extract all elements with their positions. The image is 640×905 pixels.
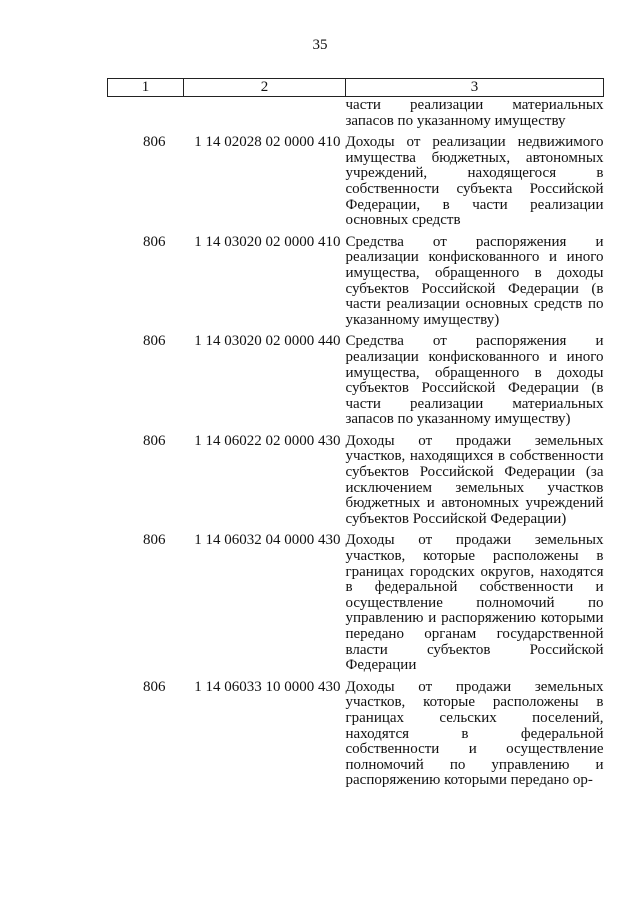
row-budget-code: 1 14 06022 02 0000 430: [194, 432, 341, 449]
row-description: Средства от распоряжения и реализации конфискованного и иного имущества, обращенного в доходы субъектов Российской Федерации (в части реализации основных средств по указанному имуществу): [345, 233, 604, 328]
row-admin-code: 806: [143, 532, 166, 549]
row-budget-code: 1 14 03020 02 0000 440: [194, 333, 341, 350]
table-row: [108, 428, 604, 528]
row-description: Средства от распоряжения и реализации конфискованного и иного имущества, обращенного в доходы субъектов Российской Федерации (в части реализации материальных запасов по указанному имуществу): [345, 333, 604, 428]
row-description: Доходы от продажи земельных участков, которые расположены в границах городских округов, находятся в федеральной собственности и осуществление полномочий по управлению и распоряжению которыми передано органам государственной власти субъектов Российской Федерации: [345, 532, 604, 674]
row-description: Доходы от продажи земельных участков, находящихся в собственности субъектов Российской Федерации (за исключением земельных участков бюджетных и автономных учреждений субъектов Российской Федерации): [345, 432, 604, 527]
row-budget-code: 1 14 02028 02 0000 410: [194, 134, 341, 151]
row-description: Доходы от продажи земельных участков, которые расположены в границах сельских поселений, находятся в федеральной собственности и осуществление полномочий по управлению и распоряжению которыми передано ор-: [345, 678, 604, 789]
row-budget-code: 1 14 06033 10 0000 430: [194, 678, 341, 695]
header-col-3: 3: [346, 79, 604, 97]
row-budget-code: 1 14 06032 04 0000 430: [194, 532, 341, 549]
table-row: [108, 527, 604, 673]
row-admin-code: 806: [143, 134, 166, 151]
row-admin-code: 806: [143, 333, 166, 350]
header-col-1: 1: [108, 79, 184, 97]
empty-cell: [184, 97, 346, 130]
row-admin-code: 806: [143, 432, 166, 449]
row-description: части реализации материальных запасов по указанному имуществу: [345, 97, 604, 129]
table-header-row: [108, 79, 604, 97]
row-admin-code: 806: [143, 678, 166, 695]
table-row-continuation: [108, 97, 604, 130]
page-number: 35: [312, 37, 328, 53]
row-description: Доходы от реализации недвижимого имущества бюджетных, автономных учреждений, находящегося в собственности субъекта Российской Федерации, в части реализации основных средств: [345, 134, 604, 229]
row-budget-code: 1 14 03020 02 0000 410: [194, 233, 341, 250]
budget-codes-table: [107, 78, 604, 789]
table-row: [108, 328, 604, 428]
table-row: [108, 674, 604, 789]
header-col-2: 2: [184, 79, 346, 97]
table-row: [108, 229, 604, 329]
empty-cell: [108, 97, 184, 130]
row-admin-code: 806: [143, 233, 166, 250]
table-row: [108, 129, 604, 229]
